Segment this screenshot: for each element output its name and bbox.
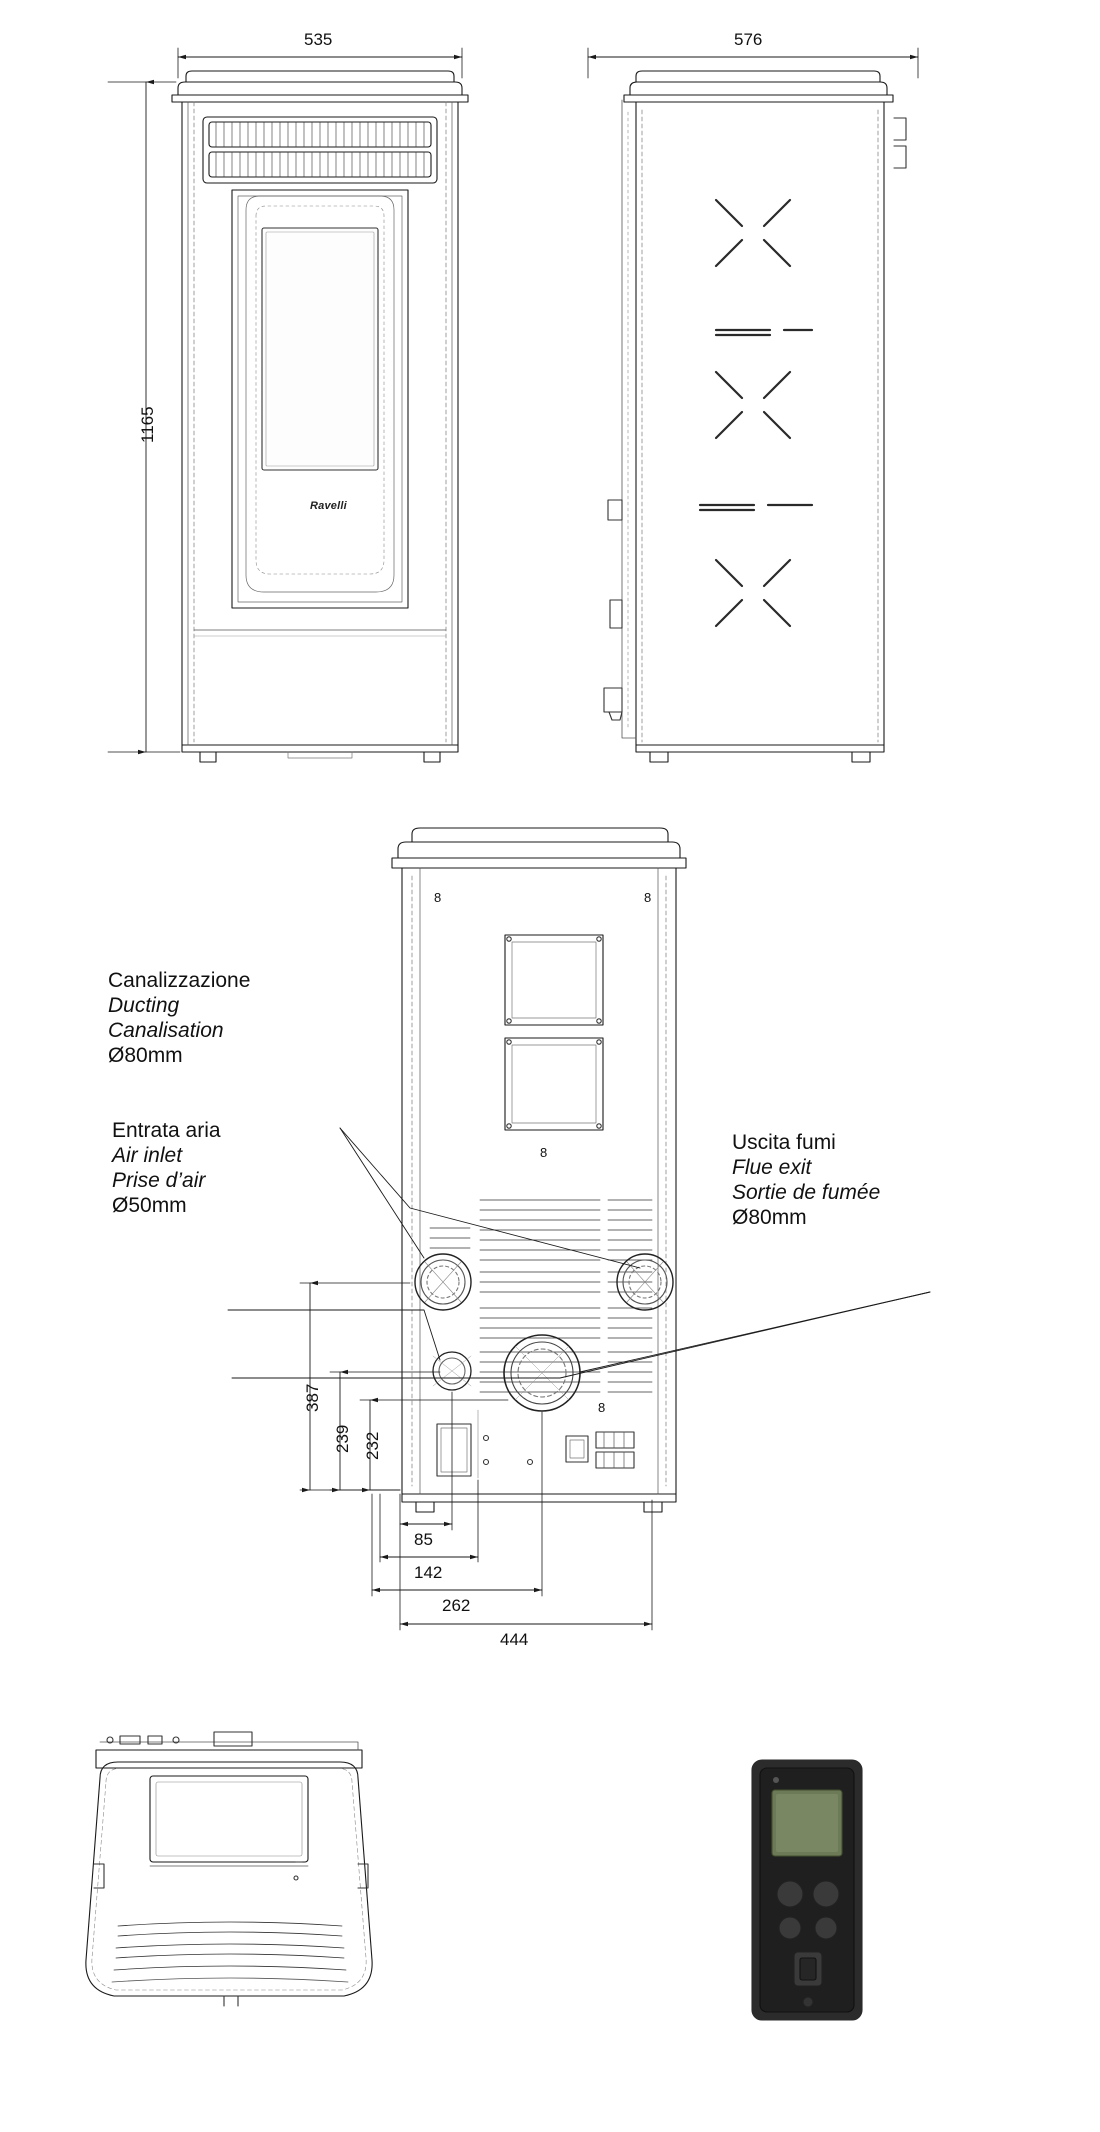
hole-mark-lower: 8 [598,1400,606,1415]
callout-flue-exit [732,1130,880,1230]
brand-logo: Ravelli [310,500,347,512]
callout-ducting-diameter: Ø80mm [108,1044,183,1067]
top-view-geometry [86,1732,372,2006]
callout-air-inlet-it: Entrata aria [112,1119,221,1142]
dim-label-front-width: 535 [304,30,333,49]
callout-ducting-it: Canalizzazione [108,969,251,992]
callout-flue-exit-it: Uscita fumi [732,1131,836,1154]
rear-view-geometry [392,828,686,1512]
dim-label-front-height: 1165 [138,406,157,443]
hole-mark-top-right: 8 [644,890,652,905]
dim-front-width [178,48,462,78]
dim-label-239: 239 [333,1424,352,1453]
callout-ducting [108,968,250,1068]
callout-air-inlet-en: Air inlet [112,1144,183,1167]
dim-side-depth [588,48,918,78]
callout-air-inlet-diameter: Ø50mm [112,1194,187,1217]
dim-label-232: 232 [363,1431,382,1460]
callout-air-inlet [112,1118,221,1218]
dim-label-387: 387 [303,1383,322,1412]
air-inlet-port [433,1352,471,1390]
callout-flue-exit-fr: Sortie de fumée [732,1181,881,1204]
callout-ducting-fr: Canalisation [108,1019,224,1042]
callout-ducting-en: Ducting [108,994,180,1017]
front-view-geometry [172,71,468,762]
dim-label-142: 142 [414,1563,443,1582]
callout-flue-exit-diameter: Ø80mm [732,1206,807,1229]
dim-label-side-depth: 576 [734,30,763,49]
flue-exit-port [504,1335,580,1411]
side-view-geometry [604,71,906,762]
dim-label-262: 262 [442,1596,471,1615]
callout-flue-exit-en: Flue exit [732,1156,812,1179]
hole-mark-top-left: 8 [434,890,442,905]
dim-label-85: 85 [414,1530,433,1549]
remote-control-geometry [752,1760,862,2020]
rear-dimensions [300,1283,652,1630]
ducting-flange-left [415,1254,471,1310]
hole-mark-middle: 8 [540,1145,548,1160]
dim-label-444: 444 [500,1630,529,1649]
callout-air-inlet-fr: Prise d’air [112,1169,206,1192]
